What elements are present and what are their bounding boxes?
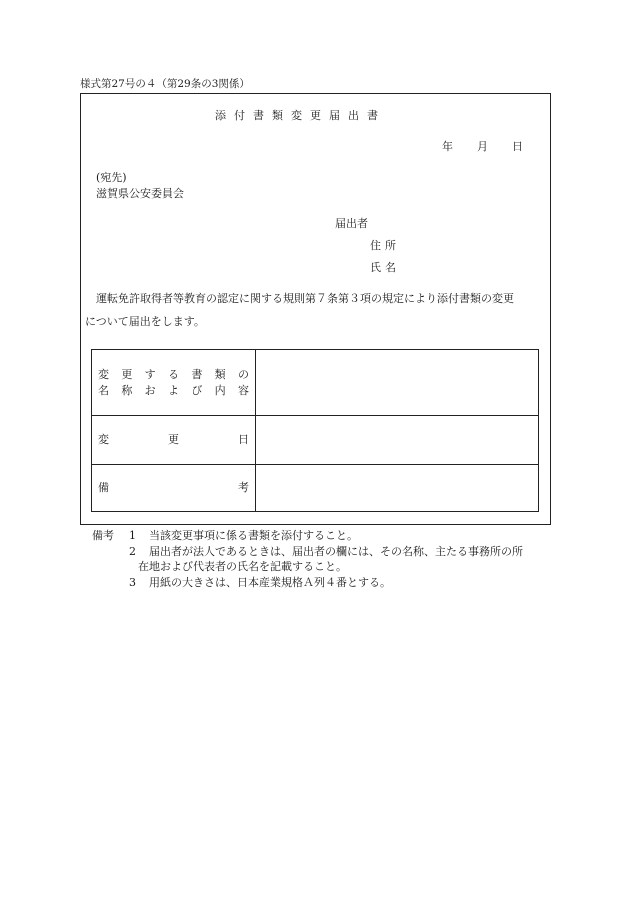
body-text-line-1: 運転免許取得者等教育の認定に関する規則第７条第３項の規定により添付書類の変更 [96, 292, 514, 305]
note-number: 2 [129, 545, 136, 558]
note-text: 用紙の大きさは、日本産業規格Ａ列４番とする。 [149, 576, 391, 589]
label-char: 更 [168, 433, 179, 446]
label-char: す [144, 367, 156, 381]
date-month-label: 月 [477, 140, 488, 153]
label-char: 書 [191, 367, 203, 381]
changed-documents-label [92, 350, 256, 416]
label-char: 考 [238, 481, 249, 494]
label-char: 更 [121, 367, 133, 381]
change-date-label [92, 416, 256, 465]
remarks-label-text [92, 480, 255, 496]
table-row [92, 465, 539, 512]
table-row [92, 416, 539, 465]
label-char: 容 [237, 383, 249, 397]
table-row [92, 350, 539, 416]
recipient-name: 滋賀県公安委員会 [96, 187, 184, 200]
remarks-label [92, 465, 256, 512]
label-char: 備 [98, 481, 109, 494]
label-char: 名 [98, 383, 109, 397]
label-char: お [144, 383, 156, 397]
label-char: る [167, 367, 179, 381]
label-char: の [237, 367, 249, 381]
date-line [442, 141, 523, 152]
applicant-label: 届出者 [335, 217, 368, 230]
changed-documents-label-line-2 [92, 383, 255, 399]
date-year-label: 年 [442, 140, 453, 153]
note-number: 1 [129, 529, 136, 542]
applicant-name-label: 氏名 [370, 261, 400, 274]
note-text: 届出者が法人であるときは、届出者の欄には、その名称、主たる事務所の所 [149, 545, 523, 558]
change-date-label-text [92, 432, 255, 448]
date-day-label: 日 [512, 140, 523, 153]
changed-documents-label-line-1 [92, 367, 255, 383]
label-char: び [191, 383, 203, 397]
note-text: 当該変更事項に係る書類を添付すること。 [149, 529, 358, 542]
label-char: 内 [214, 383, 226, 397]
change-details-table [91, 349, 539, 512]
changed-documents-field[interactable] [256, 350, 539, 416]
remarks-field[interactable] [256, 465, 539, 512]
recipient-prefix: (宛先) [96, 171, 127, 184]
body-text-line-2: について届出をします。 [85, 315, 205, 328]
label-char: 類 [214, 367, 226, 381]
form-number-label: 様式第27号の４（第29条の3関係） [80, 78, 250, 90]
applicant-address-label: 住所 [370, 239, 400, 252]
change-date-field[interactable] [256, 416, 539, 465]
label-char: よ [167, 383, 179, 397]
notes-heading: 備考 [92, 529, 114, 542]
note-text-continued: 在地および代表者の氏名を記載すること。 [138, 560, 347, 573]
label-char: 変 [98, 367, 109, 381]
label-char: 称 [121, 383, 133, 397]
document-title: 添付書類変更届出書 [215, 109, 386, 122]
label-char: 変 [98, 433, 109, 446]
label-char: 日 [238, 433, 249, 446]
note-number: 3 [129, 576, 136, 589]
